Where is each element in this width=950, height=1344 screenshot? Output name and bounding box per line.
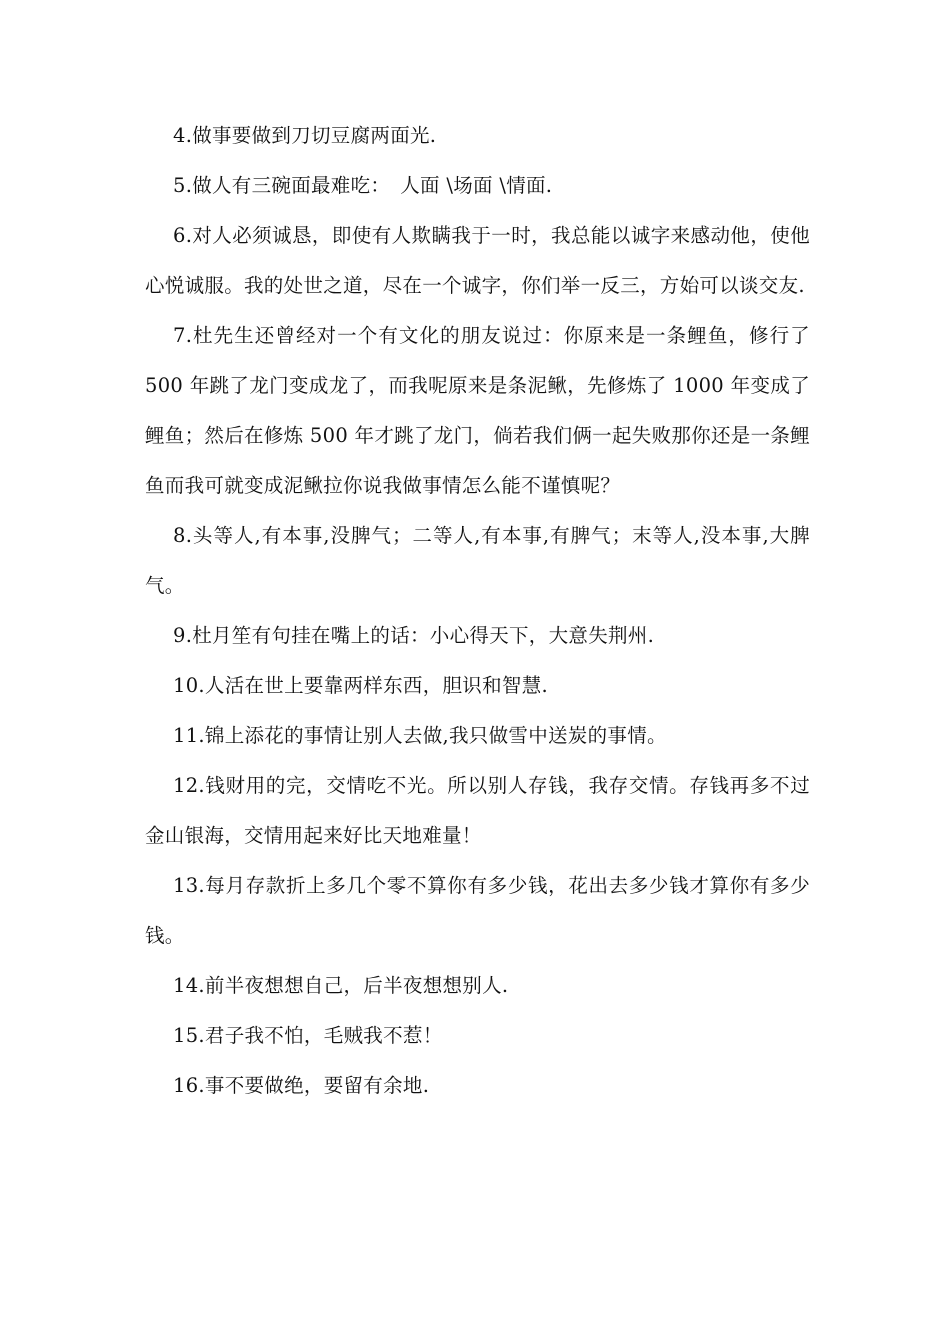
paragraph-7: 7.杜先生还曾经对一个有文化的朋友说过：你原来是一条鲤鱼，修行了 500 年跳了龙门变成龙了，而我呢原来是条泥鳅，先修炼了 1000 年变成了鲤鱼；然后在修炼 500 年才跳了龙门，倘若我们俩一起失败那你还是一条鲤鱼而我可就变成泥鳅拉你说我做事情怎么能不谨慎呢？ (145, 324, 810, 497)
paragraph-15: 15.君子我不怕，毛贼我不惹！ (173, 1024, 443, 1047)
paragraph-5: 5.做人有三碗面最难吃： 人面 \场面 \情面. (173, 174, 553, 197)
paragraph-4: 4.做事要做到刀切豆腐两面光. (173, 124, 437, 147)
paragraph-8: 8.头等人,有本事,没脾气；二等人,有本事,有脾气；末等人,没本事,大脾气。 (145, 524, 810, 597)
paragraph-6: 6.对人必须诚恳，即使有人欺瞒我于一时，我总能以诚字来感动他，使他心悦诚服。我的处世之道，尽在一个诚字，你们举一反三，方始可以谈交友. (145, 224, 810, 297)
paragraph-13: 13.每月存款折上多几个零不算你有多少钱，花出去多少钱才算你有多少钱。 (145, 874, 810, 947)
paragraph-10: 10.人活在世上要靠两样东西，胆识和智慧. (173, 674, 549, 697)
paragraph-16: 16.事不要做绝，要留有余地. (173, 1074, 430, 1097)
paragraph-11: 11.锦上添花的事情让别人去做,我只做雪中送炭的事情。 (173, 724, 667, 747)
document-body (145, 111, 810, 1111)
paragraph-9: 9.杜月笙有句挂在嘴上的话：小心得天下，大意失荆州. (173, 624, 655, 647)
paragraph-14: 14.前半夜想想自己，后半夜想想别人. (173, 974, 509, 997)
paragraph-12: 12.钱财用的完，交情吃不光。所以别人存钱，我存交情。存钱再多不过金山银海，交情用起来好比天地难量！ (145, 774, 810, 847)
